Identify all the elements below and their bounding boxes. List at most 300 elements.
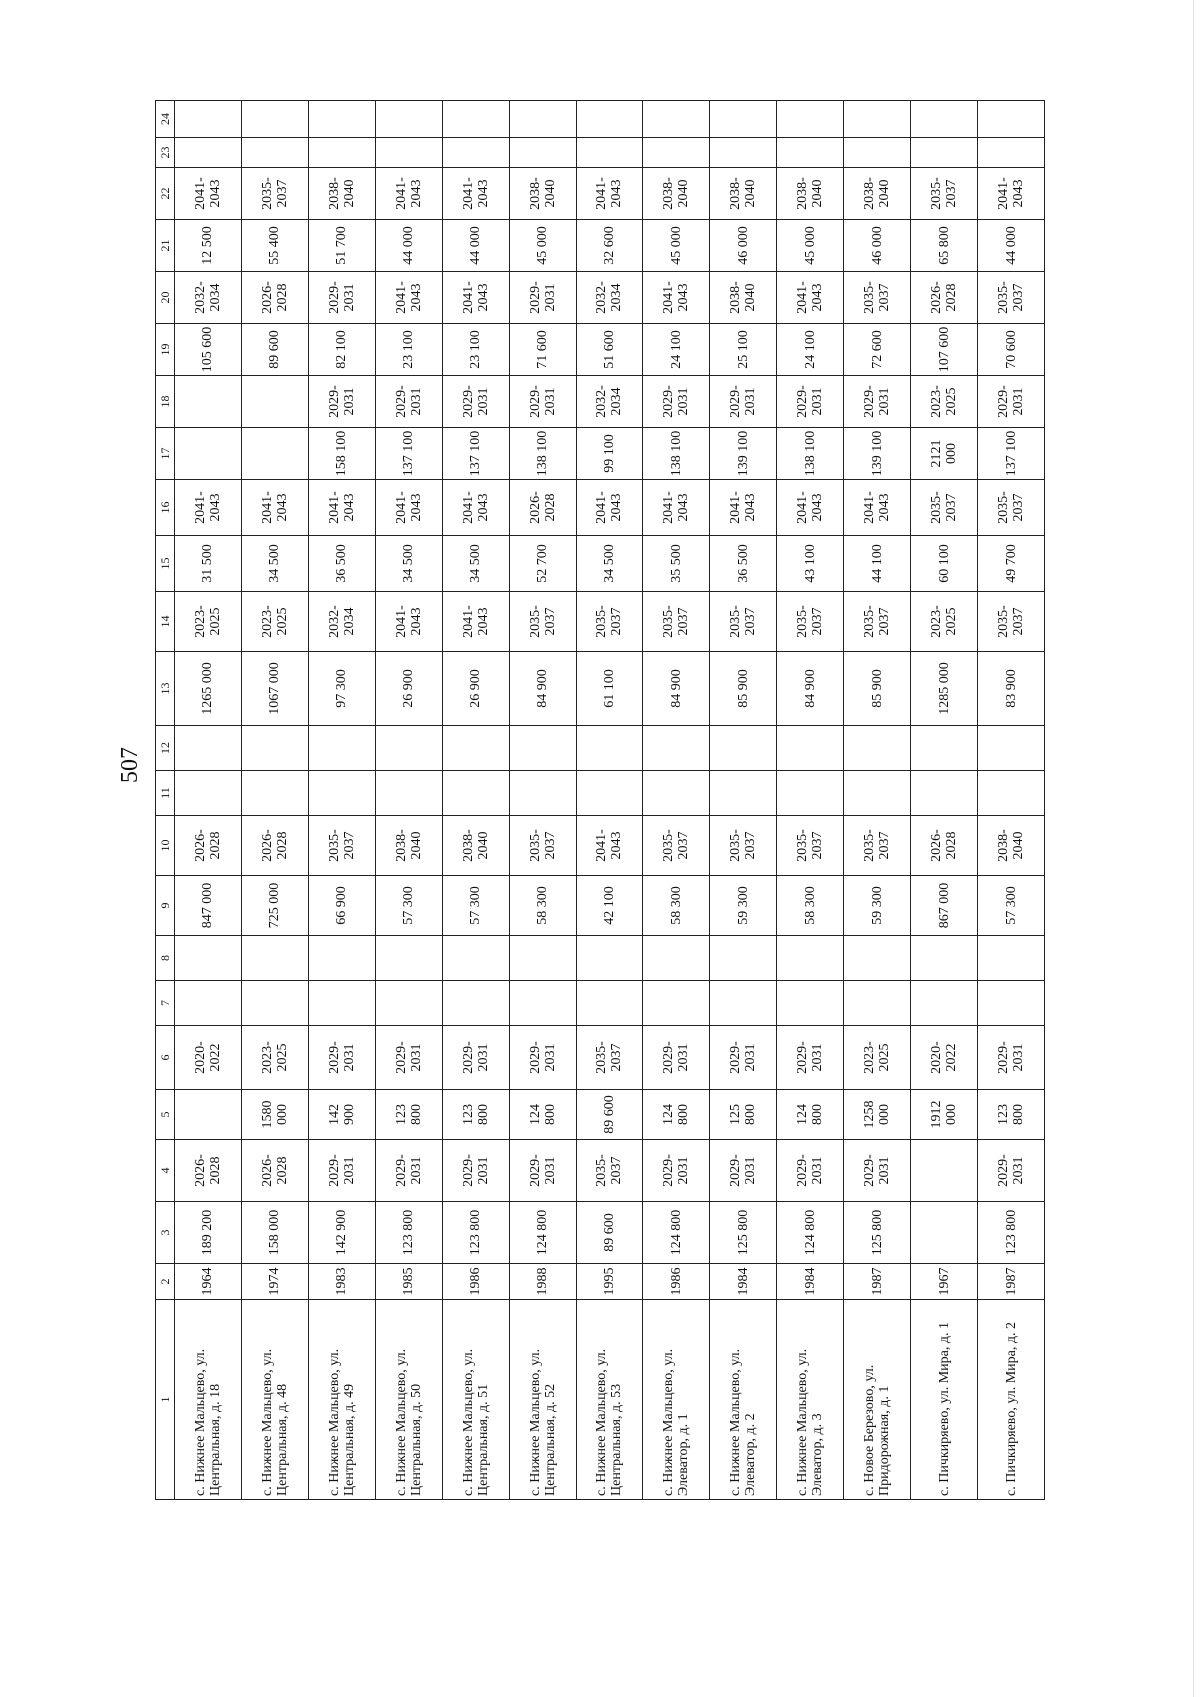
column-number-15: 15 [156,536,175,592]
table-cell: 2026-2028 [241,272,308,324]
table-wrapper [155,113,1045,1500]
table-cell [777,981,844,1026]
table-cell: 123 800 [375,1202,442,1264]
table-cell: 2038-2040 [777,168,844,220]
table-cell: 2035-2037 [710,592,777,652]
column-number-24: 24 [156,101,175,138]
table-cell: 2029-2031 [375,1140,442,1202]
table-cell: 2041-2043 [442,592,509,652]
table-cell [576,981,643,1026]
table-cell: 2035-2037 [710,816,777,876]
table-cell: 124 800 [643,1090,710,1140]
table-cell: 2029-2031 [710,1026,777,1090]
table-cell: 2035-2037 [576,1140,643,1202]
table-cell: 138 100 [777,428,844,480]
table-cell: 23 100 [375,324,442,376]
table-cell: 34 500 [442,536,509,592]
address-cell: с. Нижнее Мальцево, ул. Центральная, д. 48 [241,1300,308,1500]
table-cell: 36 500 [308,536,375,592]
table-row [175,101,242,1500]
column-number-12: 12 [156,726,175,771]
table-cell: 124 800 [509,1090,576,1140]
table-cell: 2041-2043 [375,592,442,652]
table-cell: 84 900 [643,652,710,726]
table-cell [308,726,375,771]
table-row [308,101,375,1500]
table-cell: 2029-2031 [375,376,442,428]
table-cell: 25 100 [710,324,777,376]
table-cell [175,981,242,1026]
scan-edge [1193,0,1194,1697]
table-row [375,101,442,1500]
table-cell [710,771,777,816]
table-cell: 125 800 [710,1202,777,1264]
table-cell: 34 500 [576,536,643,592]
table-cell: 45 000 [643,220,710,272]
table-cell: 2041-2043 [576,168,643,220]
table-cell: 2029-2031 [308,376,375,428]
table-cell: 1974 [241,1264,308,1300]
table-cell [509,101,576,138]
table-cell [978,981,1045,1026]
table-cell [576,771,643,816]
table-cell [241,936,308,981]
table-cell: 2029-2031 [375,1026,442,1090]
table-cell: 2029-2031 [643,1026,710,1090]
table-cell [375,981,442,1026]
table-cell: 2041-2043 [175,480,242,536]
table-cell [241,428,308,480]
table-cell [777,771,844,816]
table-cell: 89 600 [576,1202,643,1264]
table-cell: 1988 [509,1264,576,1300]
column-number-11: 11 [156,771,175,816]
table-cell: 84 900 [509,652,576,726]
table-cell: 66 900 [308,876,375,936]
table-cell: 2035-2037 [643,592,710,652]
table-cell: 89 600 [241,324,308,376]
table-cell: 2035-2037 [308,816,375,876]
table-cell: 2035-2037 [777,592,844,652]
table-cell: 2023-2025 [175,592,242,652]
table-cell [442,936,509,981]
column-number-13: 13 [156,652,175,726]
table-cell [911,981,978,1026]
table-row [844,101,911,1500]
table-cell: 2038-2040 [710,168,777,220]
table-cell [643,981,710,1026]
table-cell [509,138,576,168]
table-cell: 57 300 [442,876,509,936]
table-cell: 2023-2025 [844,1026,911,1090]
address-cell: с. Пичкиряево, ул. Мира, д. 1 [911,1300,978,1500]
table-cell: 124 800 [509,1202,576,1264]
table-cell [576,936,643,981]
table-cell: 59 300 [710,876,777,936]
table-cell: 2041-2043 [777,480,844,536]
table-cell: 45 000 [509,220,576,272]
table-cell [911,138,978,168]
table-cell [509,771,576,816]
table-cell: 2029-2031 [978,1140,1045,1202]
table-cell: 1985 [375,1264,442,1300]
table-cell [911,771,978,816]
table-cell: 2029-2031 [442,1026,509,1090]
table-cell: 46 000 [710,220,777,272]
table-cell [978,936,1045,981]
table-row [710,101,777,1500]
table-cell: 2038-2040 [442,816,509,876]
table-cell: 2035-2037 [911,168,978,220]
table-cell: 137 100 [978,428,1045,480]
table-cell: 138 100 [509,428,576,480]
table-cell: 2038-2040 [643,168,710,220]
table-cell [777,726,844,771]
table-cell [844,101,911,138]
table-cell: 2041-2043 [442,480,509,536]
address-cell: с. Нижнее Мальцево, ул. Элеватор, д. 3 [777,1300,844,1500]
table-cell: 189 200 [175,1202,242,1264]
table-cell: 2023-2025 [241,1026,308,1090]
table-cell: 2035-2037 [844,272,911,324]
table-cell: 2035-2037 [643,816,710,876]
table-cell [509,981,576,1026]
table-row [911,101,978,1500]
table-cell [643,726,710,771]
column-number-1: 1 [156,1300,175,1500]
table-cell: 867 000 [911,876,978,936]
address-cell: с. Нижнее Мальцево, ул. Центральная, д. 18 [175,1300,242,1500]
table-cell: 34 500 [241,536,308,592]
table-cell [175,101,242,138]
table-cell [175,726,242,771]
table-cell [375,101,442,138]
table-cell: 44 100 [844,536,911,592]
table-cell: 83 900 [978,652,1045,726]
column-number-9: 9 [156,876,175,936]
table-cell: 2035-2037 [978,480,1045,536]
table-cell: 23 100 [442,324,509,376]
table-cell [777,936,844,981]
table-cell: 1265 000 [175,652,242,726]
table-cell: 31 500 [175,536,242,592]
column-number-2: 2 [156,1264,175,1300]
column-number-5: 5 [156,1090,175,1140]
table-cell: 2029-2031 [442,376,509,428]
table-cell [175,936,242,981]
column-number-18: 18 [156,376,175,428]
table-row [643,101,710,1500]
table-cell: 1987 [844,1264,911,1300]
table-cell: 2029-2031 [509,1026,576,1090]
column-number-6: 6 [156,1026,175,1090]
table-cell: 61 100 [576,652,643,726]
table-cell: 2035-2037 [978,272,1045,324]
table-cell: 1986 [442,1264,509,1300]
table-cell: 2029-2031 [777,376,844,428]
table-cell: 2020-2022 [911,1026,978,1090]
table-cell: 2041-2043 [375,168,442,220]
table-cell: 2029-2031 [509,376,576,428]
table-cell: 2035-2037 [844,592,911,652]
table-cell [643,936,710,981]
table-cell: 2032-2034 [175,272,242,324]
table-cell: 2035-2037 [576,592,643,652]
table-cell: 2029-2031 [978,1026,1045,1090]
table-cell [576,138,643,168]
table-cell [911,936,978,981]
table-cell: 49 700 [978,536,1045,592]
table-cell [308,771,375,816]
table-cell [844,981,911,1026]
table-cell: 2041-2043 [576,816,643,876]
table-cell: 2035-2037 [509,592,576,652]
table-cell: 2038-2040 [978,816,1045,876]
table-cell: 725 000 [241,876,308,936]
table-cell [175,376,242,428]
address-cell: с. Нижнее Мальцево, ул. Центральная, д. 50 [375,1300,442,1500]
table-cell [175,1090,242,1140]
table-cell [442,138,509,168]
table-cell [241,376,308,428]
table-cell: 2038-2040 [844,168,911,220]
table-cell [844,771,911,816]
table-cell: 1258 000 [844,1090,911,1140]
table-cell: 24 100 [777,324,844,376]
table-cell [710,138,777,168]
table-cell [175,138,242,168]
table-cell: 2041-2043 [844,480,911,536]
table-cell: 42 100 [576,876,643,936]
table-cell: 2035-2037 [241,168,308,220]
table-cell [978,138,1045,168]
table-cell: 123 800 [978,1090,1045,1140]
table-cell [308,981,375,1026]
table-cell [710,726,777,771]
table-cell: 2029-2031 [643,1140,710,1202]
table-cell [442,101,509,138]
table-cell [442,726,509,771]
table-cell: 2029-2031 [442,1140,509,1202]
table-cell: 2029-2031 [777,1026,844,1090]
table-cell: 1964 [175,1264,242,1300]
table-cell: 84 900 [777,652,844,726]
table-cell: 36 500 [710,536,777,592]
table-cell: 2026-2028 [911,272,978,324]
table-cell: 2023-2025 [911,592,978,652]
table-cell: 51 600 [576,324,643,376]
table-cell: 123 800 [442,1202,509,1264]
table-cell: 51 700 [308,220,375,272]
table-cell [978,101,1045,138]
table-cell: 71 600 [509,324,576,376]
column-number-22: 22 [156,168,175,220]
table-cell [308,138,375,168]
table-cell [844,138,911,168]
column-number-10: 10 [156,816,175,876]
table-cell: 57 300 [375,876,442,936]
column-number-4: 4 [156,1140,175,1202]
table-cell: 123 800 [442,1090,509,1140]
table-cell: 2029-2031 [308,1140,375,1202]
table-cell [643,138,710,168]
table-cell: 2023-2025 [241,592,308,652]
table-cell [911,726,978,771]
table-cell: 24 100 [643,324,710,376]
table-cell: 2041-2043 [442,168,509,220]
table-cell: 1984 [777,1264,844,1300]
table-cell [241,138,308,168]
table-cell: 124 800 [643,1202,710,1264]
table-cell: 2041-2043 [643,480,710,536]
table-cell: 158 100 [308,428,375,480]
table-cell: 124 800 [777,1090,844,1140]
table-cell: 26 900 [375,652,442,726]
table-cell: 125 800 [710,1090,777,1140]
table-cell [978,726,1045,771]
capital-repair-table [155,100,1045,1500]
table-row [978,101,1045,1500]
table-cell: 142 900 [308,1090,375,1140]
table-cell: 45 000 [777,220,844,272]
table-cell: 2035-2037 [576,1026,643,1090]
column-number-3: 3 [156,1202,175,1264]
table-cell: 1983 [308,1264,375,1300]
table-cell: 2041-2043 [308,480,375,536]
table-cell: 35 500 [643,536,710,592]
table-cell [375,138,442,168]
table-cell [175,428,242,480]
column-number-17: 17 [156,428,175,480]
column-number-20: 20 [156,272,175,324]
table-cell: 2029-2031 [777,1140,844,1202]
table-cell: 2041-2043 [576,480,643,536]
address-cell: с. Нижнее Мальцево, ул. Элеватор, д. 1 [643,1300,710,1500]
table-cell: 158 000 [241,1202,308,1264]
table-cell [911,1140,978,1202]
table-cell: 85 900 [844,652,911,726]
table-cell [710,101,777,138]
table-cell: 1987 [978,1264,1045,1300]
table-cell: 2026-2028 [911,816,978,876]
page-number: 507 [117,747,143,783]
table-cell [241,101,308,138]
table-cell: 2041-2043 [978,168,1045,220]
table-cell: 2029-2031 [710,1140,777,1202]
address-cell: с. Новое Березово, ул. Придорожная, д. 1 [844,1300,911,1500]
table-cell: 1967 [911,1264,978,1300]
table-cell [576,101,643,138]
table-row [576,101,643,1500]
table-cell: 58 300 [509,876,576,936]
table-cell: 55 400 [241,220,308,272]
table-cell: 59 300 [844,876,911,936]
table-cell: 2020-2022 [175,1026,242,1090]
table-cell: 1067 000 [241,652,308,726]
table-cell: 2038-2040 [509,168,576,220]
table-cell [375,726,442,771]
table-cell: 105 600 [175,324,242,376]
table-cell [241,771,308,816]
table-cell: 1986 [643,1264,710,1300]
header-row [156,101,175,1500]
table-cell: 2029-2031 [710,376,777,428]
table-cell: 72 600 [844,324,911,376]
table-cell: 123 800 [375,1090,442,1140]
table-row [442,101,509,1500]
table-cell: 57 300 [978,876,1045,936]
table-cell: 70 600 [978,324,1045,376]
table-cell [241,981,308,1026]
table-cell: 2041-2043 [643,272,710,324]
table-cell: 139 100 [710,428,777,480]
table-cell: 2041-2043 [175,168,242,220]
table-cell: 125 800 [844,1202,911,1264]
address-cell: с. Пичкиряево, ул. Мира, д. 2 [978,1300,1045,1500]
address-cell: с. Нижнее Мальцево, ул. Центральная, д. 52 [509,1300,576,1500]
table-cell: 2029-2031 [509,1140,576,1202]
table-cell [777,101,844,138]
table-cell [844,936,911,981]
table-cell: 2035-2037 [911,480,978,536]
table-cell: 2029-2031 [978,376,1045,428]
table-cell: 1995 [576,1264,643,1300]
table-cell: 2038-2040 [308,168,375,220]
table-cell [844,726,911,771]
table-cell: 32 600 [576,220,643,272]
table-cell: 2041-2043 [710,480,777,536]
table-cell [710,981,777,1026]
column-number-19: 19 [156,324,175,376]
column-number-23: 23 [156,138,175,168]
table-cell: 2029-2031 [308,1026,375,1090]
table-cell: 2041-2043 [777,272,844,324]
table-cell [241,726,308,771]
table-cell: 1984 [710,1264,777,1300]
table-row [777,101,844,1500]
address-cell: с. Нижнее Мальцево, ул. Центральная, д. 49 [308,1300,375,1500]
table-cell: 2026-2028 [241,816,308,876]
table-cell: 52 700 [509,536,576,592]
table-cell: 2026-2028 [175,1140,242,1202]
table-cell: 2041-2043 [241,480,308,536]
table-cell: 2023-2025 [911,376,978,428]
table-cell: 142 900 [308,1202,375,1264]
table-cell: 44 000 [978,220,1045,272]
table-cell: 2029-2031 [844,376,911,428]
address-cell: с. Нижнее Мальцево, ул. Центральная, д. 53 [576,1300,643,1500]
table-cell: 137 100 [442,428,509,480]
table-cell: 2035-2037 [509,816,576,876]
table-cell: 1580 000 [241,1090,308,1140]
table-cell [308,936,375,981]
table-cell: 1285 000 [911,652,978,726]
table-cell [643,771,710,816]
table-row [509,101,576,1500]
table-cell: 97 300 [308,652,375,726]
table-cell: 107 600 [911,324,978,376]
table-cell: 2026-2028 [241,1140,308,1202]
table-cell [175,771,242,816]
table-cell: 12 500 [175,220,242,272]
table-cell [576,726,643,771]
table-cell: 65 800 [911,220,978,272]
table-cell: 2038-2040 [375,816,442,876]
table-cell: 44 000 [375,220,442,272]
table-cell [710,936,777,981]
table-cell: 847 000 [175,876,242,936]
table-cell: 2038-2040 [710,272,777,324]
